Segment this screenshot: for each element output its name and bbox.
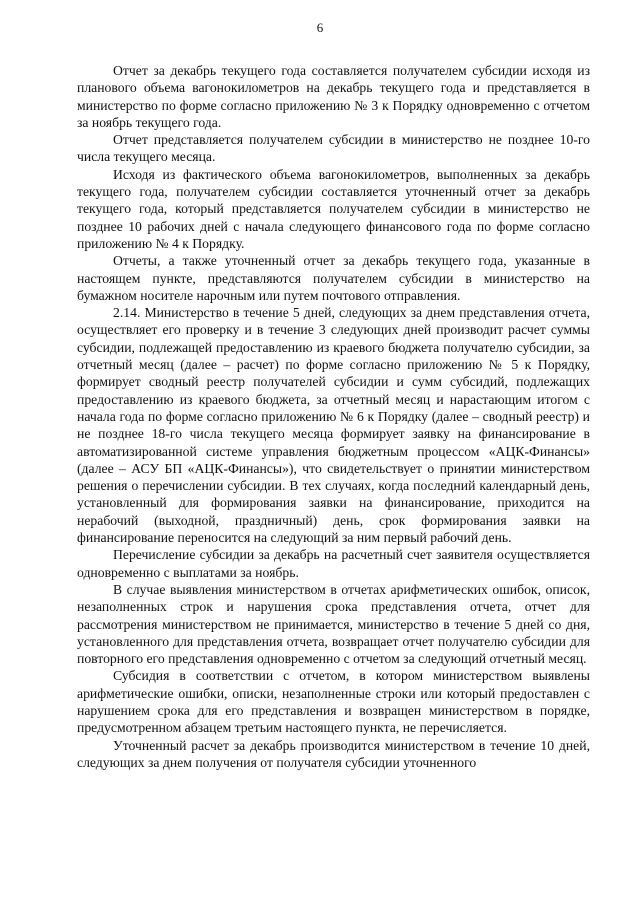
document-body <box>77 62 590 771</box>
paragraph: Субсидия в соответствии с отчетом, в котором министерством выявлены арифметические ошибки, описки, незаполненные строки или который предоставлен с нарушением срока для его представления и возвращен министерством в порядке, предусмотренном абзацем третьим настоящего пункта, не перечисляется. <box>77 668 590 736</box>
paragraph: Исходя из фактического объема вагонокилометров, выполненных за декабрь текущего года, получателем субсидии составляется уточненный отчет за декабрь текущего года, который представляется получателем субсидии в министерство не позднее 10 рабочих дней с начала следующего финансового года по форме согласно приложению № 4 к Порядку. <box>77 166 590 251</box>
paragraph: В случае выявления министерством в отчетах арифметических ошибок, описок, незаполненных строк и нарушения срока представления отчета, отчет для рассмотрения министерством не принимается, министерство в течение 5 дней со дня, установленного для представления отчета, возвращает отчет получателю субсидии для повторного его представления одновременно с отчетом за следующий отчетный месяц. <box>77 581 590 667</box>
paragraph: 2.14. Министерство в течение 5 дней, следующих за днем представления отчета, осуществляет его проверку и в течение 3 следующих дней производит расчет суммы субсидии, подлежащей предоставлению из краевого бюджета получателю субсидии, за отчетный месяц (далее – расчет) по форме согласно приложению № 5 к Порядку, формирует сводный реестр получателей субсидии и сумм субсидий, подлежащих предоставлению из краевого бюджета, за отчетный месяц и нарастающим итогом с начала года по форме согласно приложению № 6 к Порядку (далее – сводный реестр) и не позднее 18-го числа текущего месяца формирует заявку на финансирование в автоматизированной системе управления бюджетным процессом «АЦК-Финансы» (далее – АСУ БП «АЦК-Финансы»), что свидетельствует о принятии министерством решения о перечислении субсидии. В тех случаях, когда последний календарный день, установленный для формирования заявки на финансирование, приходится на нерабочий (выходной, праздничный) день, срок формирования заявки на финансирование переносится на следующий за ним первый рабочий день. <box>77 305 590 546</box>
page-number: 6 <box>316 20 324 35</box>
paragraph: Уточненный расчет за декабрь производится министерством в течение 10 дней, следующих за днем получения от получателя субсидии уточненного <box>77 737 590 770</box>
paragraph: Отчеты, а также уточненный отчет за декабрь текущего года, указанные в настоящем пункте, представляются получателем субсидии в министерство на бумажном носителе нарочным или путем почтового отправления. <box>77 253 590 303</box>
paragraph: Отчет представляется получателем субсидии в министерство не позднее 10-го числа текущего месяца. <box>77 132 590 165</box>
paragraph: Отчет за декабрь текущего года составляется получателем субсидии исходя из планового объема вагонокилометров на декабрь текущего года и представляется в министерство по форме согласно приложению № 3 к Порядку одновременно с отчетом за ноябрь текущего года. <box>77 63 590 130</box>
paragraph: Перечисление субсидии за декабрь на расчетный счет заявителя осуществляется одновременно с выплатами за ноябрь. <box>77 547 590 580</box>
